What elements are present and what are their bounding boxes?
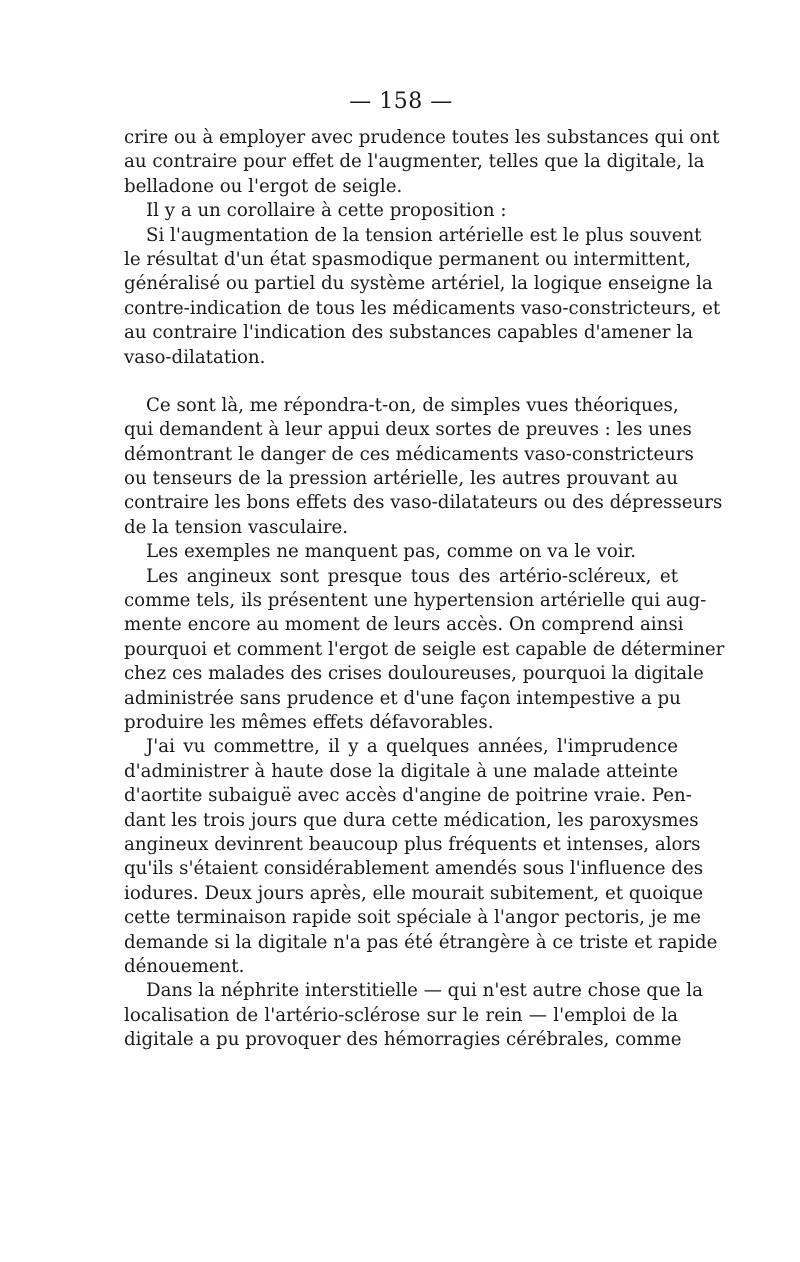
text-line: de la tension vasculaire. xyxy=(124,516,349,538)
paragraph xyxy=(124,565,725,736)
text-line: Les angineux sont presque tous des artério-scléreux, et xyxy=(146,565,678,587)
text-line: vaso-dilatation. xyxy=(124,346,266,368)
text-line: qu'ils s'étaient considérablement amendés sous l'influence des xyxy=(124,858,704,880)
text-line: Il y a un corollaire à cette proposition : xyxy=(146,200,507,222)
paragraph xyxy=(124,224,721,370)
text-line: au contraire pour effet de l'augmenter, telles que la digitale, la xyxy=(124,151,705,173)
text-line: localisation de l'artério-sclérose sur le rein — l'emploi de la xyxy=(124,1004,678,1026)
paragraph xyxy=(124,126,720,199)
text-line: le résultat d'un état spasmodique permanent ou intermittent, xyxy=(124,248,691,270)
text-line: demande si la digitale n'a pas été étrangère à ce triste et rapide xyxy=(124,931,718,953)
paragraph xyxy=(124,735,718,979)
text-line: contre-indication de tous les médicaments vaso-constricteurs, et xyxy=(124,297,721,319)
paragraph-gap xyxy=(124,370,678,394)
text-line: belladone ou l'ergot de seigle. xyxy=(124,175,403,197)
text-line: au contraire l'indication des substances capables d'amener la xyxy=(124,322,693,344)
text-line: dénouement. xyxy=(124,955,245,977)
paragraph xyxy=(124,979,703,1052)
text-line: produire les mêmes effets défavorables. xyxy=(124,711,494,733)
text-line: pourquoi et comment l'ergot de seigle est capable de déterminer xyxy=(124,638,725,660)
text-line: dant les trois jours que dura cette médication, les paroxysmes xyxy=(124,809,699,831)
text-line: cette terminaison rapide soit spéciale à l'angor pectoris, je me xyxy=(124,907,701,929)
text-line: Si l'augmentation de la tension artérielle est le plus souvent xyxy=(146,224,702,246)
paragraph xyxy=(124,394,723,540)
text-line: crire ou à employer avec prudence toutes les substances qui ont xyxy=(124,127,720,148)
book-page xyxy=(124,88,725,1052)
text-line: J'ai vu commettre, il y a quelques années, l'imprudence xyxy=(146,736,678,758)
text-line: démontrant le danger de ces médicaments vaso-constricteurs xyxy=(124,443,694,465)
text-line: d'aortite subaiguë avec accès d'angine de poitrine vraie. Pen- xyxy=(124,785,692,807)
text-line: Dans la néphrite interstitielle — qui n'est autre chose que la xyxy=(146,980,703,1002)
page-number: — 158 — xyxy=(349,89,453,114)
text-line: digitale a pu provoquer des hémorragies cérébrales, comme xyxy=(124,1029,682,1051)
text-line: iodures. Deux jours après, elle mourait subitement, et quoique xyxy=(124,882,704,904)
text-line: généralisé ou partiel du système artériel, la logique enseigne la xyxy=(124,273,713,295)
text-line: administrée sans prudence et d'une façon intempestive a pu xyxy=(124,687,681,709)
text-line: d'administrer à haute dose la digitale à une malade atteinte xyxy=(124,760,678,782)
text-line: ou tenseurs de la pression artérielle, les autres prouvant au xyxy=(124,468,678,490)
text-line: mente encore au moment de leurs accès. On comprend ainsi xyxy=(124,614,684,636)
text-line: contraire les bons effets des vaso-dilatateurs ou des dépresseurs xyxy=(124,492,723,514)
text-line: angineux devinrent beaucoup plus fréquents et intenses, alors xyxy=(124,833,701,855)
text-line: Les exemples ne manquent pas, comme on va le voir. xyxy=(146,541,637,563)
text-line: Ce sont là, me répondra-t-on, de simples vues théoriques, xyxy=(146,394,679,416)
text-line: qui demandent à leur appui deux sortes de preuves : les unes xyxy=(124,419,692,441)
text-line: comme tels, ils présentent une hypertension artérielle qui aug- xyxy=(124,590,707,612)
text-line: chez ces malades des crises douloureuses, pourquoi la digitale xyxy=(124,663,704,685)
paragraph xyxy=(124,540,678,564)
paragraph xyxy=(124,199,678,223)
